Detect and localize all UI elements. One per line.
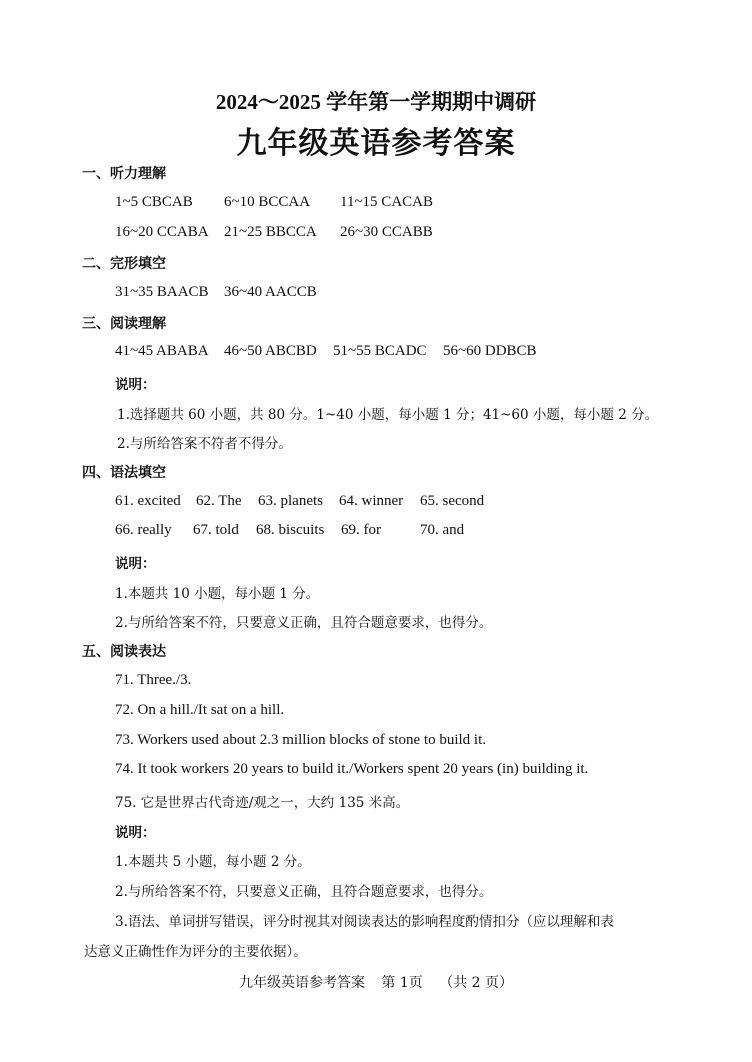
answer-item: 66. really	[115, 522, 172, 538]
note-text: 1.本题共 5 小题，每小题 2 分。	[115, 854, 311, 870]
note-text: 达意义正确性作为评分的主要依据）。	[84, 944, 307, 960]
section-heading-listening: 一、听力理解	[82, 166, 166, 182]
note-label: 说明：	[115, 556, 156, 572]
answer-group: 6~10 BCCAA	[224, 194, 311, 210]
note-label: 说明：	[115, 377, 156, 393]
section-heading-reading-expression: 五、阅读表达	[82, 644, 166, 660]
answer-item: 64. winner	[339, 493, 404, 509]
answer-item: 69. for	[341, 522, 381, 538]
answer-group: 31~35 BAACB	[115, 284, 209, 300]
answer-item: 61. excited	[115, 493, 181, 509]
answer-item: 68. biscuits	[256, 522, 325, 538]
footer-page-number: 第 1页	[381, 975, 423, 991]
answer-group: 51~55 BCADC	[333, 343, 427, 359]
answer-group: 36~40 AACCB	[224, 284, 317, 300]
note-label: 说明：	[115, 825, 156, 841]
answer-item: 62. The	[196, 493, 242, 509]
answer-item: 70. and	[420, 522, 465, 538]
answer-group: 21~25 BBCCA	[224, 224, 317, 240]
note-text: 3.语法、单词拼写错误，评分时视其对阅读表达的影响程度酌情扣分（应以理解和表	[115, 914, 614, 930]
footer-total-pages: （共 2 页）	[439, 975, 514, 991]
section-heading-reading: 三、阅读理解	[82, 316, 166, 332]
answer-item: 72. On a hill./It sat on a hill.	[115, 702, 285, 718]
answer-item: 63. planets	[258, 493, 323, 509]
note-text: 2.与所给答案不符，只要意义正确，且符合题意要求，也得分。	[115, 615, 493, 631]
answer-group: 41~45 ABABA	[115, 343, 209, 359]
page-title: 九年级英语参考答案	[236, 126, 516, 161]
answer-item: 71. Three./3.	[115, 672, 192, 688]
answer-item: 73. Workers used about 2.3 million blocks of stone to build it.	[115, 732, 486, 748]
answer-group: 46~50 ABCBD	[224, 343, 317, 359]
answer-group: 56~60 DDBCB	[443, 343, 537, 359]
answer-group: 26~30 CCABB	[340, 224, 433, 240]
page-footer	[0, 972, 752, 992]
footer-title: 九年级英语参考答案	[238, 975, 365, 991]
note-text: 1.选择题共 60 小题，共 80 分。1~40 小题，每小题 1 分；41~60 小题，每小题 2 分。	[117, 407, 659, 423]
answer-item: 65. second	[420, 493, 485, 509]
answer-item: 75. 它是世界古代奇迹/观之一，大约 135 米高。	[115, 795, 410, 811]
answer-group: 16~20 CCABA	[115, 224, 209, 240]
answer-group: 11~15 CACAB	[340, 194, 433, 210]
section-heading-grammar: 四、语法填空	[82, 465, 166, 481]
answer-item: 67. told	[193, 522, 239, 538]
answer-item: 74. It took workers 20 years to build it./Workers spent 20 years (in) building it.	[115, 761, 589, 777]
note-text: 2.与所给答案不符者不得分。	[117, 436, 292, 452]
note-text: 1.本题共 10 小题，每小题 1 分。	[115, 586, 320, 602]
note-text: 2.与所给答案不符，只要意义正确，且符合题意要求，也得分。	[115, 884, 493, 900]
answer-group: 1~5 CBCAB	[115, 194, 193, 210]
exam-title: 2024～2025 学年第一学期期中调研	[215, 90, 537, 114]
section-heading-cloze: 二、完形填空	[82, 256, 166, 272]
